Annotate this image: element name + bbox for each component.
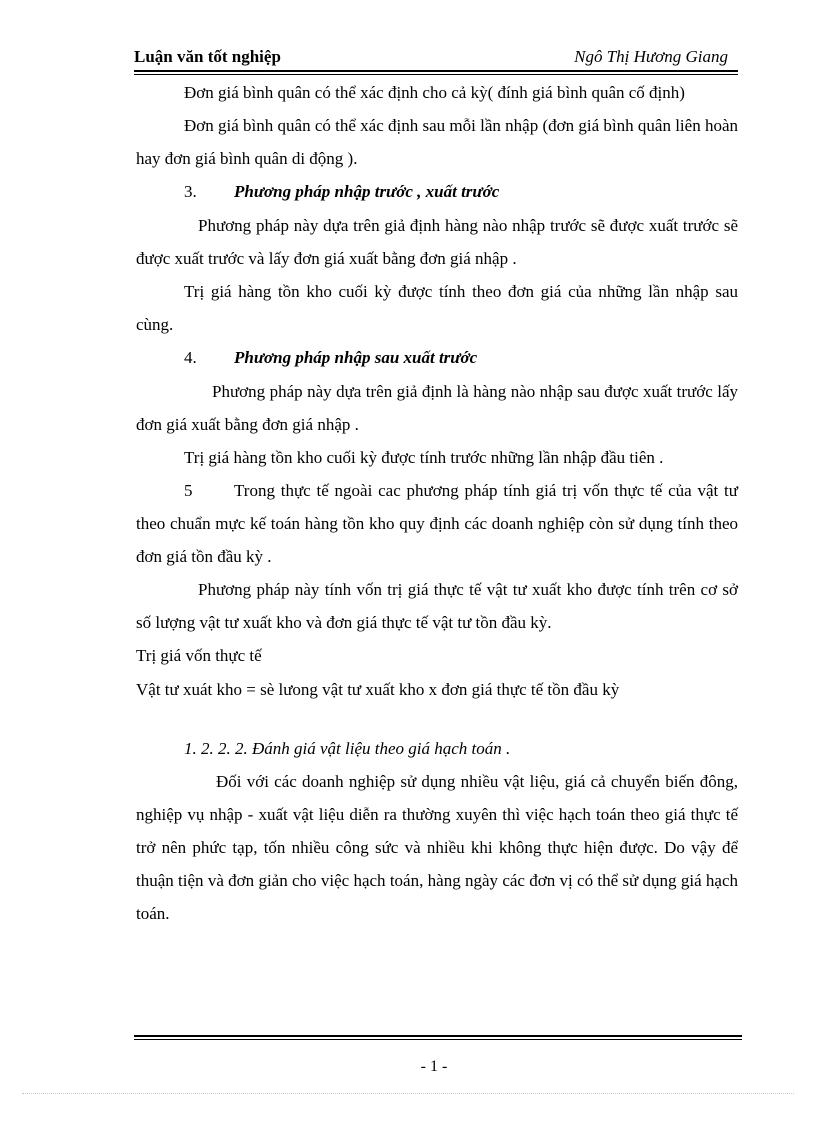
section-title: Phương pháp nhập trước , xuất trước (234, 182, 500, 201)
section-heading-3 (136, 175, 738, 209)
formula-line: Vật tư xuát kho = sè lưong vật tư xuất kho x đơn giá thực tế tồn đầu kỳ (136, 680, 620, 699)
item-text: Trong thực tế ngoài cac phương pháp tính giá trị vốn thực tế của vật tư theo chuẩn mực kế toán hàng tồn kho quy định các doanh nghiệp còn sử dụng tính theo đơn giá tồn đầu kỳ . (136, 481, 738, 566)
paragraph-11: Đối với các doanh nghiệp sử dụng nhiều vật liệu, giá cả chuyển biến đông, nghiệp vụ nhập - xuất vật liệu diễn ra thường xuyên thì việc hạch toán theo giá thực tế trở nên phức tạp, tốn nhiều công sức và nhiều khi không thực hiện được. Do vậy để thuận tiện và đơn giản cho việc hạch toán, hàng ngày các đơn vị có thể sử dụng giá hạch toán. (136, 772, 738, 923)
header-title: Luận văn tốt nghiệp (134, 47, 281, 66)
header-author: Ngô Thị Hương Giang (574, 47, 728, 66)
section-number: 4. (184, 348, 197, 367)
paragraph-1: Đơn giá bình quân có thể xác định cho cả kỳ( đính giá bình quân cố định) (184, 83, 685, 102)
section-title: Phương pháp nhập sau xuất trước (234, 348, 478, 367)
subsection-heading: 1. 2. 2. 2. Đánh giá vật liệu theo giá hạch toán . (184, 739, 511, 758)
item-number: 5 (184, 481, 193, 500)
header-rule (134, 70, 738, 72)
paragraph-6: Trị giá hàng tồn kho cuối kỳ được tính trước những lần nhập đầu tiên . (184, 448, 664, 467)
paragraph-5: Phương pháp này dựa trên giả định là hàng nào nhập sau được xuất trước lấy đơn giá xuất bằng đơn giá nhập . (136, 382, 738, 434)
paragraph-2: Đơn giá bình quân có thể xác định sau mỗi lần nhập (đơn giá bình quân liên hoàn hay đơn giá bình quân di động ). (136, 116, 738, 168)
page-content (136, 76, 738, 930)
footer-rule (134, 1035, 742, 1037)
paragraph-3: Phương pháp này dựa trên giả định hàng nào nhập trước sẽ được xuất trước sẽ được xuất trước và lấy đơn giá xuất bằng đơn giá nhập . (136, 216, 738, 268)
page-header (134, 47, 738, 69)
page-bottom-border (22, 1093, 794, 1094)
paragraph-4: Trị giá hàng tồn kho cuối kỳ được tính theo đơn giá của những lần nhập sau cùng. (136, 282, 738, 334)
section-heading-4 (136, 341, 738, 375)
header-rule-thin (134, 74, 738, 75)
paragraph-8: Phương pháp này tính vốn trị giá thực tế vật tư xuất kho được tính trên cơ sở số lượng vật tư xuất kho và đơn giá thực tế vật tư tồn đầu kỳ. (136, 580, 738, 632)
paragraph-9: Trị giá vốn thực tế (136, 646, 262, 665)
footer-rule-thin (134, 1039, 742, 1040)
page-number: - 1 - (420, 1058, 448, 1075)
paragraph-7 (136, 474, 738, 573)
section-number: 3. (184, 182, 197, 201)
